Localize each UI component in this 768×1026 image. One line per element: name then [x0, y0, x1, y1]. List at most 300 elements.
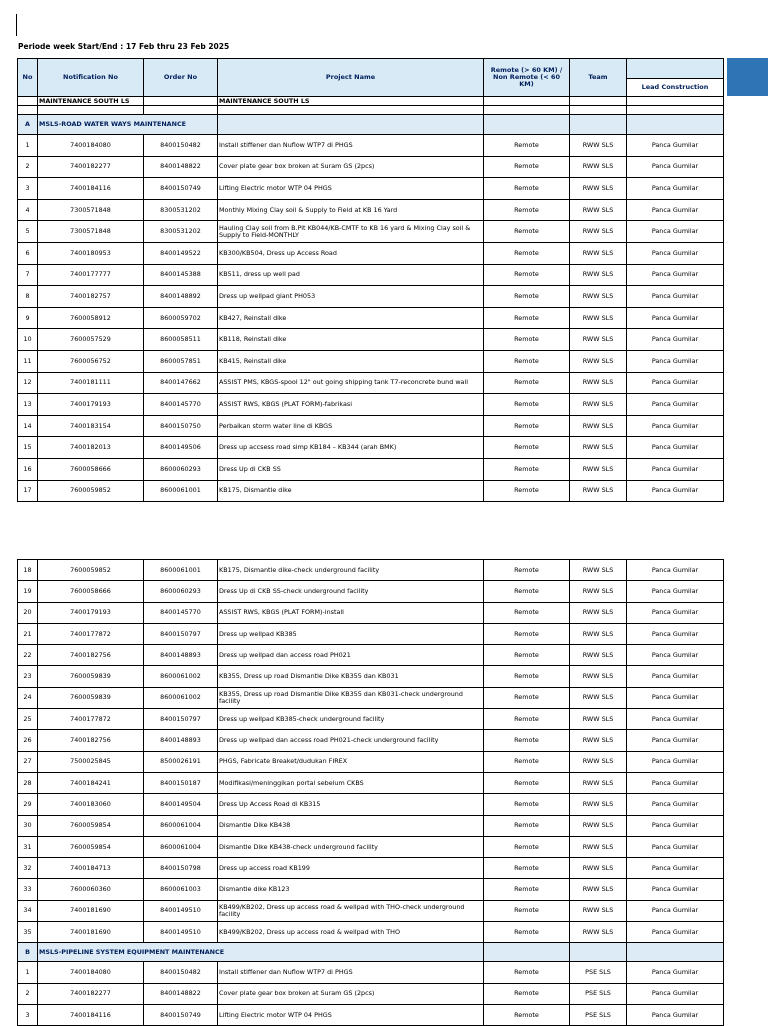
- work-table-continued: [17, 559, 724, 1026]
- row-no: 13: [18, 394, 38, 416]
- team: RWW SLS: [570, 709, 627, 730]
- remote-status: Remote: [484, 415, 570, 437]
- team: RWW SLS: [570, 242, 627, 264]
- lead-construction: Panca Gumilar: [627, 178, 724, 200]
- lead-construction: Panca Gumilar: [627, 983, 724, 1004]
- blue-column-tab: [727, 58, 768, 96]
- team: RWW SLS: [570, 858, 627, 879]
- notification-no: 7300571848: [38, 199, 144, 221]
- lead-construction: Panca Gumilar: [627, 623, 724, 644]
- table-row: [18, 1004, 724, 1025]
- notification-no: 7600059852: [38, 560, 144, 581]
- table-row: [18, 962, 724, 983]
- table-row: [18, 623, 724, 644]
- table-row: [18, 709, 724, 730]
- maintenance-project: MAINTENANCE SOUTH LS: [218, 97, 484, 106]
- notification-no: 7400184713: [38, 858, 144, 879]
- project-name: Dress up accsess road simp KB184 – KB344 (arah BMK): [218, 437, 484, 459]
- order-no: 8400150749: [144, 178, 218, 200]
- notification-no: 7400181690: [38, 922, 144, 943]
- order-no: 8400148893: [144, 730, 218, 751]
- table-row: [18, 687, 724, 708]
- remote-status: Remote: [484, 687, 570, 708]
- notification-no: 7400182277: [38, 156, 144, 178]
- lead-construction: Panca Gumilar: [627, 394, 724, 416]
- project-name: KB499/KB202, Dress up access road & wellpad with THO: [218, 922, 484, 943]
- order-no: 8500026191: [144, 751, 218, 772]
- remote-status: Remote: [484, 480, 570, 502]
- lead-construction: Panca Gumilar: [627, 1004, 724, 1025]
- team: RWW SLS: [570, 394, 627, 416]
- lead-construction: Panca Gumilar: [627, 480, 724, 502]
- notification-no: 7400183154: [38, 415, 144, 437]
- project-name: Dismantle Dike KB438-check underground facility: [218, 836, 484, 857]
- lead-construction: Panca Gumilar: [627, 329, 724, 351]
- order-no: 8400150187: [144, 772, 218, 793]
- lead-construction: Panca Gumilar: [627, 458, 724, 480]
- project-name: Dress up wellpad dan access road PH021-check underground facility: [218, 730, 484, 751]
- team: RWW SLS: [570, 156, 627, 178]
- remote-status: Remote: [484, 794, 570, 815]
- order-no: 8400145770: [144, 602, 218, 623]
- remote-status: Remote: [484, 645, 570, 666]
- team: RWW SLS: [570, 178, 627, 200]
- lead-construction: Panca Gumilar: [627, 879, 724, 900]
- remote-status: Remote: [484, 815, 570, 836]
- row-no: 1: [18, 135, 38, 157]
- order-no: 8400150750: [144, 415, 218, 437]
- lead-construction: Panca Gumilar: [627, 772, 724, 793]
- remote-status: Remote: [484, 394, 570, 416]
- team: RWW SLS: [570, 329, 627, 351]
- lead-construction: Panca Gumilar: [627, 815, 724, 836]
- notification-no: 7400182756: [38, 730, 144, 751]
- team: PSE SLS: [570, 962, 627, 983]
- team: RWW SLS: [570, 437, 627, 459]
- project-name: Perbaikan storm water line di KBGS: [218, 415, 484, 437]
- remote-status: Remote: [484, 135, 570, 157]
- lead-construction: Panca Gumilar: [627, 350, 724, 372]
- header-remote: Remote (> 60 KM) / Non Remote (< 60 KM): [484, 59, 570, 97]
- lead-construction: Panca Gumilar: [627, 199, 724, 221]
- lead-construction: Panca Gumilar: [627, 135, 724, 157]
- table-row: [18, 772, 724, 793]
- team: RWW SLS: [570, 794, 627, 815]
- table-row: [18, 458, 724, 480]
- remote-status: Remote: [484, 751, 570, 772]
- row-no: 12: [18, 372, 38, 394]
- order-no: 8600061003: [144, 879, 218, 900]
- team: RWW SLS: [570, 458, 627, 480]
- lead-construction: Panca Gumilar: [627, 900, 724, 921]
- header-blank: [627, 59, 724, 79]
- notification-no: 7400182757: [38, 286, 144, 308]
- lead-construction: Panca Gumilar: [627, 709, 724, 730]
- header-team: Team: [570, 59, 627, 97]
- table-row: [18, 836, 724, 857]
- notification-no: 7400179193: [38, 602, 144, 623]
- remote-status: Remote: [484, 879, 570, 900]
- table-row: [18, 264, 724, 286]
- project-name: Cover plate gear box broken at Suram GS (2pcs): [218, 156, 484, 178]
- lead-construction: Panca Gumilar: [627, 794, 724, 815]
- row-no: 31: [18, 836, 38, 857]
- remote-status: Remote: [484, 983, 570, 1004]
- team: RWW SLS: [570, 560, 627, 581]
- lead-construction: Panca Gumilar: [627, 581, 724, 602]
- table-row: [18, 666, 724, 687]
- team: RWW SLS: [570, 264, 627, 286]
- lead-construction: Panca Gumilar: [627, 560, 724, 581]
- row-no: 21: [18, 623, 38, 644]
- project-name: Dress up wellpad KB385-check underground facility: [218, 709, 484, 730]
- order-no: 8400150749: [144, 1004, 218, 1025]
- project-name: KB118, Reinstall dike: [218, 329, 484, 351]
- order-no: 8600061004: [144, 836, 218, 857]
- table-row: [18, 560, 724, 581]
- notification-no: 7400184116: [38, 178, 144, 200]
- lead-construction: Panca Gumilar: [627, 666, 724, 687]
- notification-no: 7400180953: [38, 242, 144, 264]
- notification-no: 7600059854: [38, 815, 144, 836]
- team: RWW SLS: [570, 666, 627, 687]
- project-name: Lifting Electric motor WTP 04 PHGS: [218, 178, 484, 200]
- notification-no: 7600059839: [38, 666, 144, 687]
- table-row: [18, 156, 724, 178]
- order-no: 8400149504: [144, 794, 218, 815]
- text-cursor: [16, 14, 17, 36]
- table-row: [18, 480, 724, 502]
- notification-no: 7400177777: [38, 264, 144, 286]
- section-a-letter: A: [18, 115, 38, 135]
- order-no: 8400147662: [144, 372, 218, 394]
- remote-status: Remote: [484, 900, 570, 921]
- row-no: 19: [18, 581, 38, 602]
- row-no: 25: [18, 709, 38, 730]
- table-row: [18, 372, 724, 394]
- notification-no: 7600058912: [38, 307, 144, 329]
- project-name: Dress up wellpad giant PH053: [218, 286, 484, 308]
- row-no: 5: [18, 221, 38, 243]
- team: RWW SLS: [570, 480, 627, 502]
- period-label: Periode week Start/End : 17 Feb thru 23 Feb 2025: [18, 42, 230, 51]
- lead-construction: Panca Gumilar: [627, 962, 724, 983]
- row-no: 2: [18, 983, 38, 1004]
- table-row: [18, 329, 724, 351]
- remote-status: Remote: [484, 178, 570, 200]
- remote-status: Remote: [484, 709, 570, 730]
- notification-no: 7600059839: [38, 687, 144, 708]
- row-no: 20: [18, 602, 38, 623]
- remote-status: Remote: [484, 560, 570, 581]
- row-no: 3: [18, 1004, 38, 1025]
- order-no: 8400149522: [144, 242, 218, 264]
- remote-status: Remote: [484, 922, 570, 943]
- team: RWW SLS: [570, 730, 627, 751]
- lead-construction: Panca Gumilar: [627, 922, 724, 943]
- row-no: 7: [18, 264, 38, 286]
- notification-no: 7400179193: [38, 394, 144, 416]
- order-no: 8400148822: [144, 156, 218, 178]
- maintenance-label: MAINTENANCE SOUTH LS: [38, 97, 144, 106]
- project-name: KB355, Dress up road Dismantle Dike KB355 dan KB031: [218, 666, 484, 687]
- project-name: KB511, dress up well pad: [218, 264, 484, 286]
- order-no: 8300531202: [144, 199, 218, 221]
- remote-status: Remote: [484, 221, 570, 243]
- table-row: [18, 221, 724, 243]
- section-b-row: [18, 943, 724, 962]
- project-name: KB499/KB202, Dress up access road & wellpad with THO-check underground facility: [218, 900, 484, 921]
- project-name: ASSIST RWS, KBGS (PLAT FORM)-fabrikasi: [218, 394, 484, 416]
- notification-no: 7400183060: [38, 794, 144, 815]
- order-no: 8400149510: [144, 922, 218, 943]
- order-no: 8600061002: [144, 687, 218, 708]
- row-no: 32: [18, 858, 38, 879]
- notification-no: 7600058666: [38, 458, 144, 480]
- project-name: KB175, Dismantle dike: [218, 480, 484, 502]
- lead-construction: Panca Gumilar: [627, 156, 724, 178]
- team: RWW SLS: [570, 623, 627, 644]
- row-no: 26: [18, 730, 38, 751]
- table-row: [18, 645, 724, 666]
- team: RWW SLS: [570, 645, 627, 666]
- project-name: Monthly Mixing Clay soil & Supply to Field at KB 16 Yard: [218, 199, 484, 221]
- remote-status: Remote: [484, 156, 570, 178]
- table-part-2: [17, 559, 724, 1026]
- project-name: Hauling Clay soil from B.Pit KB044/KB-CMTF to KB 16 yard & Mixing Clay soil & Supply to Field-MONTHLY: [218, 221, 484, 243]
- table-row: [18, 135, 724, 157]
- order-no: 8400149506: [144, 437, 218, 459]
- lead-construction: Panca Gumilar: [627, 415, 724, 437]
- remote-status: Remote: [484, 623, 570, 644]
- table-row: [18, 815, 724, 836]
- notification-no: 7600057529: [38, 329, 144, 351]
- project-name: Dress up wellpad dan access road PH021: [218, 645, 484, 666]
- row-no: 2: [18, 156, 38, 178]
- row-no: 6: [18, 242, 38, 264]
- table-row: [18, 394, 724, 416]
- team: RWW SLS: [570, 602, 627, 623]
- remote-status: Remote: [484, 286, 570, 308]
- notification-no: 7400177872: [38, 709, 144, 730]
- lead-construction: Panca Gumilar: [627, 286, 724, 308]
- remote-status: Remote: [484, 307, 570, 329]
- row-no: 28: [18, 772, 38, 793]
- team: RWW SLS: [570, 350, 627, 372]
- table-row: [18, 900, 724, 921]
- team: RWW SLS: [570, 922, 627, 943]
- order-no: 8400145388: [144, 264, 218, 286]
- row-no: 29: [18, 794, 38, 815]
- team: RWW SLS: [570, 135, 627, 157]
- notification-no: 7400177872: [38, 623, 144, 644]
- row-no: 24: [18, 687, 38, 708]
- lead-construction: Panca Gumilar: [627, 730, 724, 751]
- row-no: 15: [18, 437, 38, 459]
- order-no: 8400145770: [144, 394, 218, 416]
- table-row: [18, 922, 724, 943]
- row-no: 35: [18, 922, 38, 943]
- table-row: [18, 178, 724, 200]
- table-row: [18, 751, 724, 772]
- table-row: [18, 199, 724, 221]
- row-no: 30: [18, 815, 38, 836]
- remote-status: Remote: [484, 772, 570, 793]
- table-row: [18, 415, 724, 437]
- table-row: [18, 602, 724, 623]
- order-no: 8300531202: [144, 221, 218, 243]
- lead-construction: Panca Gumilar: [627, 264, 724, 286]
- remote-status: Remote: [484, 264, 570, 286]
- row-no: 22: [18, 645, 38, 666]
- remote-status: Remote: [484, 1004, 570, 1025]
- remote-status: Remote: [484, 836, 570, 857]
- table-row: [18, 437, 724, 459]
- lead-construction: Panca Gumilar: [627, 372, 724, 394]
- team: RWW SLS: [570, 687, 627, 708]
- section-a-title: MSLS-ROAD WATER WAYS MAINTENANCE: [38, 115, 218, 135]
- header-no: No: [18, 59, 38, 97]
- row-no: 14: [18, 415, 38, 437]
- lead-construction: Panca Gumilar: [627, 602, 724, 623]
- notification-no: 7500025845: [38, 751, 144, 772]
- table-row: [18, 983, 724, 1004]
- team: RWW SLS: [570, 199, 627, 221]
- team: PSE SLS: [570, 1004, 627, 1025]
- order-no: 8600061001: [144, 480, 218, 502]
- order-no: 8400148822: [144, 983, 218, 1004]
- team: RWW SLS: [570, 815, 627, 836]
- section-b-letter: B: [18, 943, 38, 962]
- team: RWW SLS: [570, 836, 627, 857]
- project-name: Install stiffener dan Nuflow WTP7 di PHGS: [218, 135, 484, 157]
- lead-construction: Panca Gumilar: [627, 221, 724, 243]
- team: RWW SLS: [570, 221, 627, 243]
- order-no: 8600060293: [144, 581, 218, 602]
- table-part-1: [17, 58, 724, 502]
- row-no: 34: [18, 900, 38, 921]
- row-no: 4: [18, 199, 38, 221]
- order-no: 8400150482: [144, 962, 218, 983]
- remote-status: Remote: [484, 962, 570, 983]
- table-row: [18, 858, 724, 879]
- lead-construction: Panca Gumilar: [627, 307, 724, 329]
- header-project: Project Name: [218, 59, 484, 97]
- notification-no: 7600059852: [38, 480, 144, 502]
- order-no: 8600059702: [144, 307, 218, 329]
- notification-no: 7400182013: [38, 437, 144, 459]
- table-row: [18, 730, 724, 751]
- row-no: 3: [18, 178, 38, 200]
- notification-no: 7400184241: [38, 772, 144, 793]
- row-no: 18: [18, 560, 38, 581]
- remote-status: Remote: [484, 199, 570, 221]
- order-no: 8600060293: [144, 458, 218, 480]
- project-name: Dress up access road KB199: [218, 858, 484, 879]
- row-no: 17: [18, 480, 38, 502]
- team: RWW SLS: [570, 751, 627, 772]
- notification-no: 7400184116: [38, 1004, 144, 1025]
- remote-status: Remote: [484, 437, 570, 459]
- order-no: 8600061002: [144, 666, 218, 687]
- table-row: [18, 286, 724, 308]
- lead-construction: Panca Gumilar: [627, 645, 724, 666]
- project-name: KB175, Dismantle dike-check underground facility: [218, 560, 484, 581]
- row-no: 9: [18, 307, 38, 329]
- lead-construction: Panca Gumilar: [627, 437, 724, 459]
- table-row: [18, 350, 724, 372]
- remote-status: Remote: [484, 730, 570, 751]
- remote-status: Remote: [484, 242, 570, 264]
- project-name: ASSIST RWS, KBGS (PLAT FORM)-install: [218, 602, 484, 623]
- project-name: Dress up wellpad KB385: [218, 623, 484, 644]
- row-no: 1: [18, 962, 38, 983]
- project-name: Dress Up di CKB SS-check underground facility: [218, 581, 484, 602]
- notification-no: 7400181111: [38, 372, 144, 394]
- project-name: Dress Up Access Road di KB315: [218, 794, 484, 815]
- project-name: Dismantle Dike KB438: [218, 815, 484, 836]
- team: RWW SLS: [570, 286, 627, 308]
- notification-no: 7600056752: [38, 350, 144, 372]
- remote-status: Remote: [484, 602, 570, 623]
- notification-no: 7400181690: [38, 900, 144, 921]
- team: RWW SLS: [570, 772, 627, 793]
- team: RWW SLS: [570, 581, 627, 602]
- notification-no: 7400182756: [38, 645, 144, 666]
- table-row: [18, 242, 724, 264]
- notification-no: 7400182277: [38, 983, 144, 1004]
- order-no: 8600057851: [144, 350, 218, 372]
- remote-status: Remote: [484, 458, 570, 480]
- section-b-title: MSLS-PIPELINE SYSTEM EQUIPMENT MAINTENANCE: [38, 943, 484, 962]
- project-name: Install stiffener dan Nuflow WTP7 di PHGS: [218, 962, 484, 983]
- order-no: 8400150797: [144, 623, 218, 644]
- order-no: 8400149510: [144, 900, 218, 921]
- row-no: 23: [18, 666, 38, 687]
- lead-construction: Panca Gumilar: [627, 836, 724, 857]
- project-name: Modifikasi/meninggikan portal sebelum CKBS: [218, 772, 484, 793]
- project-name: ASSIST PMS, KBGS-spool 12" out going shipping tank T7-reconcrete bund wall: [218, 372, 484, 394]
- row-no: 27: [18, 751, 38, 772]
- order-no: 8400150482: [144, 135, 218, 157]
- project-name: Dress Up di CKB SS: [218, 458, 484, 480]
- remote-status: Remote: [484, 666, 570, 687]
- order-no: 8600061004: [144, 815, 218, 836]
- work-table: [17, 58, 724, 502]
- table-row: [18, 581, 724, 602]
- row-no: 33: [18, 879, 38, 900]
- project-name: KB300/KB504, Dress up Access Road: [218, 242, 484, 264]
- notification-no: 7400184080: [38, 962, 144, 983]
- team: PSE SLS: [570, 983, 627, 1004]
- row-no: 8: [18, 286, 38, 308]
- project-name: KB355, Dress up road Dismantle Dike KB355 dan KB031-check underground facility: [218, 687, 484, 708]
- remote-status: Remote: [484, 372, 570, 394]
- notification-no: 7600058666: [38, 581, 144, 602]
- order-no: 8600061001: [144, 560, 218, 581]
- header-notification: Notification No: [38, 59, 144, 97]
- row-no: 10: [18, 329, 38, 351]
- header-order: Order No: [144, 59, 218, 97]
- order-no: 8400150797: [144, 709, 218, 730]
- project-name: Dismantle dike KB123: [218, 879, 484, 900]
- project-name: KB427, Reinstall dike: [218, 307, 484, 329]
- remote-status: Remote: [484, 858, 570, 879]
- lead-construction: Panca Gumilar: [627, 242, 724, 264]
- header-lead: Lead Construction: [627, 79, 724, 97]
- project-name: Lifting Electric motor WTP 04 PHGS: [218, 1004, 484, 1025]
- table-row: [18, 794, 724, 815]
